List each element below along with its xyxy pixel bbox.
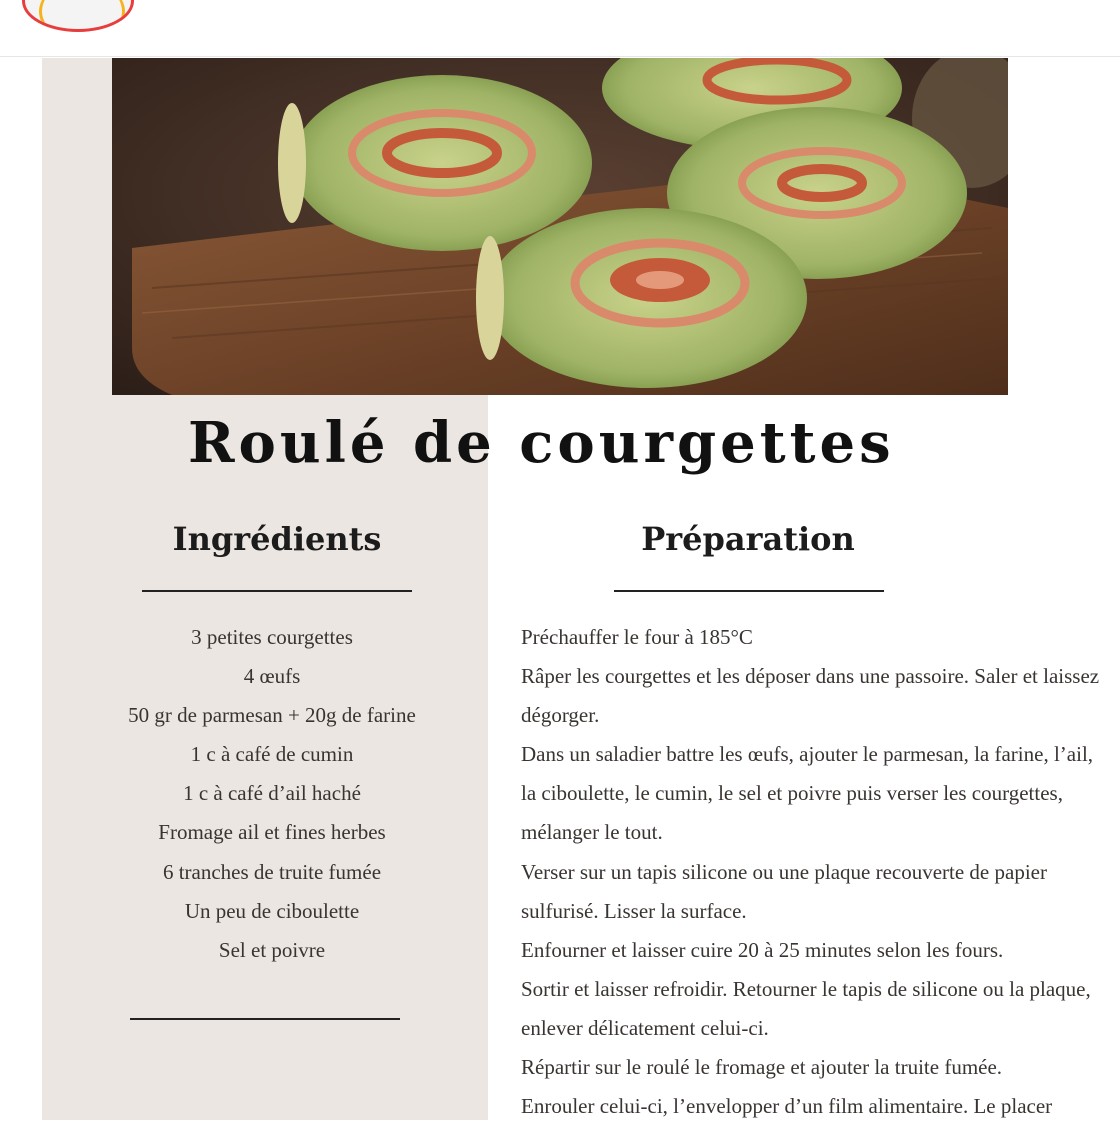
preparation-step: Verser sur un tapis silicone ou une plaque recouverte de papier sulfurisé. Lisser la surface. — [521, 859, 1047, 923]
profile-avatar[interactable] — [22, 0, 134, 32]
ingredient-item: 1 c à café de cumin — [190, 742, 354, 767]
preparation-step: Enrouler celui-ci, l’envelopper d’un film alimentaire. Le placer — [521, 1094, 1053, 1119]
preparation-divider — [614, 590, 884, 592]
ingredients-divider-top — [142, 590, 412, 592]
ingredient-item: Un peu de ciboulette — [184, 898, 360, 923]
recipe-title: Roulé de courgettes — [188, 410, 895, 476]
ingredient-item: 50 gr de parmesan + 20g de farine — [128, 703, 416, 728]
ingredient-item: 6 tranches de truite fumée — [162, 859, 382, 884]
zucchini-roll-illustration — [112, 58, 1008, 395]
preparation-step: Dans un saladier battre les œufs, ajouter le parmesan, la farine, l’ail, la ciboulette, le cumin, le sel et poivre puis verser les courgettes, mélanger le tout. — [521, 742, 1094, 845]
ingredient-item: Fromage ail et fines herbes — [158, 820, 386, 845]
preparation-steps — [521, 618, 1111, 1126]
top-bar — [0, 0, 1120, 57]
ingredients-heading: Ingrédients — [172, 520, 382, 558]
ingredient-item: Sel et poivre — [218, 937, 326, 962]
ingredients-divider-bottom — [130, 1018, 400, 1020]
preparation-step: Préchauffer le four à 185°C — [521, 625, 753, 649]
recipe-card — [42, 58, 1120, 1120]
ingredients-list — [62, 618, 482, 970]
preparation-step: Râper les courgettes et les déposer dans une passoire. Saler et laissez dégorger. — [521, 664, 1100, 728]
recipe-photo — [112, 58, 1008, 395]
ingredient-item: 3 petites courgettes — [191, 625, 353, 649]
preparation-step: Répartir sur le roulé le fromage et ajouter la truite fumée. — [521, 1055, 1003, 1080]
ingredient-item: 4 œufs — [243, 664, 301, 689]
preparation-step: Sortir et laisser refroidir. Retourner le tapis de silicone ou la plaque, enlever délicatement celui-ci. — [521, 976, 1091, 1040]
preparation-heading: Préparation — [641, 520, 855, 558]
preparation-step: Enfourner et laisser cuire 20 à 25 minutes selon les fours. — [521, 937, 1004, 962]
ingredient-item: 1 c à café d’ail haché — [183, 781, 361, 806]
